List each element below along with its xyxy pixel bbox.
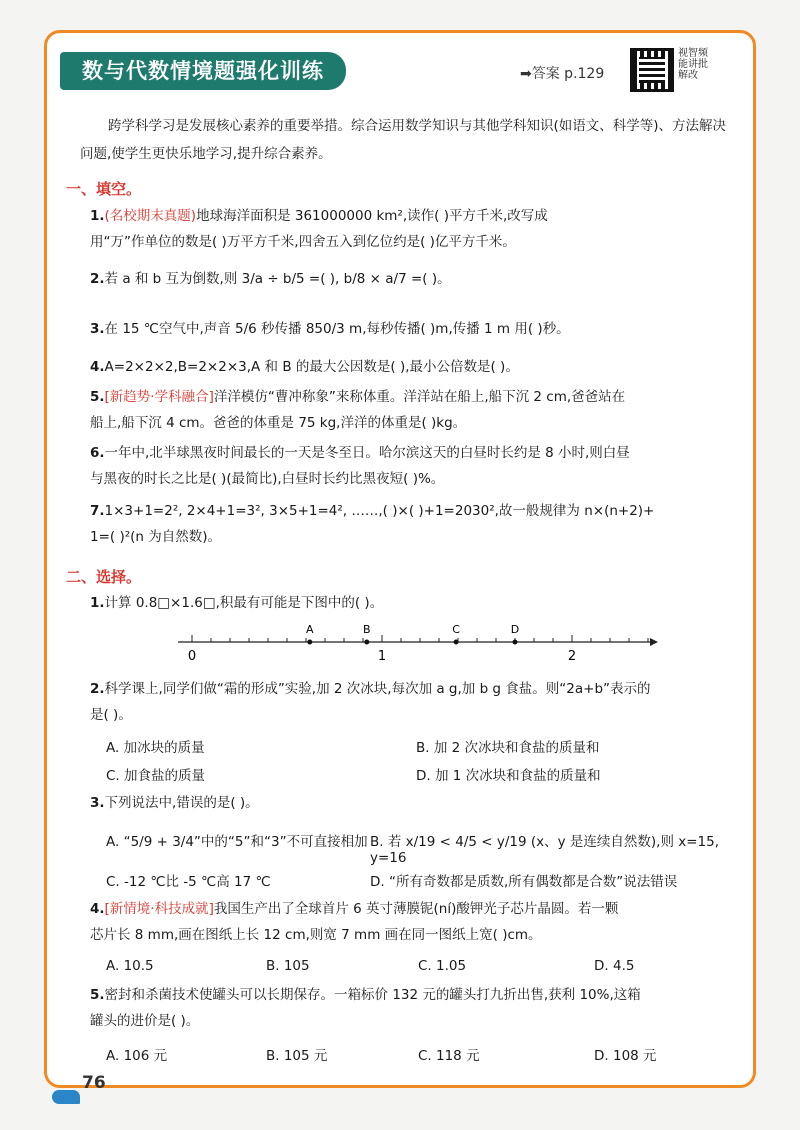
choice-4-option-b: B. 105 xyxy=(266,958,310,974)
question-2: 2.若 a 和 b 互为倒数,则 3/a ÷ b/5 =( ), b/8 × a/7 =( )。 xyxy=(90,271,451,287)
number-line-tick-label: 1 xyxy=(377,649,387,664)
choice-5: 5.密封和杀菌技术使罐头可以长期保存。一箱标价 132 元的罐头打九折出售,获利 10%,这箱 罐头的进价是( )。 xyxy=(90,987,641,1029)
choice-4-option-c: C. 1.05 xyxy=(418,958,467,974)
question-tag: [新趋势·学科融合] xyxy=(104,389,214,405)
question-6: 6.一年中,北半球黑夜时间最长的一天是冬至日。哈尔滨这天的白昼时长约是 8 小时,则白昼 与黑夜的时长之比是( )(最简比),白昼时长约比黑夜短( )%。 xyxy=(90,445,630,487)
choice-3: 3.下列说法中,错误的是( )。 xyxy=(90,795,259,811)
question-1: 1.(名校期末真题)地球海洋面积是 361000000 km²,读作( )平方千米,改写成 用“万”作单位的数是( )万平方千米,四舍五入到亿位约是( )亿平方千米。 xyxy=(90,208,548,250)
qr-code-icon xyxy=(630,48,674,92)
choice-5-option-b: B. 105 元 xyxy=(266,1048,328,1064)
qr-label: 视智频能讲批解改 xyxy=(678,48,708,81)
number-line-point xyxy=(513,640,518,645)
choice-5-option-a: A. 106 元 xyxy=(106,1048,168,1064)
number-line-tick-label: 2 xyxy=(567,649,577,664)
choice-2-option-d: D. 加 1 次冰块和食盐的质量和 xyxy=(416,768,601,784)
number-line-point xyxy=(307,640,312,645)
intro-paragraph: 跨学科学习是发展核心素养的重要举措。综合运用数学知识与其他学科知识(如语文、科学等)、方法解决问题,使学生更快乐地学习,提升综合素养。 xyxy=(80,118,727,162)
question-4: 4.A=2×2×2,B=2×2×3,A 和 B 的最大公因数是( ),最小公倍数是( )。 xyxy=(90,359,519,375)
choice-3-option-c: C. -12 ℃比 -5 ℃高 17 ℃ xyxy=(106,874,271,890)
choice-5-option-c: C. 118 元 xyxy=(418,1048,480,1064)
choice-4: 4.[新情境·科技成就]我国生产出了全球首片 6 英寸薄膜铌(ní)酸钾光子芯片晶圆。若一颗 芯片长 8 mm,画在图纸上长 12 cm,则宽 7 mm 画在同一图纸上宽( )cm。 xyxy=(90,901,619,943)
choice-2-option-b: B. 加 2 次冰块和食盐的质量和 xyxy=(416,740,600,756)
number-line-tick-label: 0 xyxy=(187,649,197,664)
number-line-point-label: A xyxy=(306,623,314,636)
choice-2-option-a: A. 加冰块的质量 xyxy=(106,740,205,756)
page-title: 数与代数情境题强化训练 xyxy=(60,52,346,90)
number-line xyxy=(178,618,658,668)
number-line-point xyxy=(364,640,369,645)
choice-2: 2.科学课上,同学们做“霜的形成”实验,加 2 次冰块,每次加 a g,加 b g 食盐。则“2a+b”表示的 是( )。 xyxy=(90,681,651,723)
choice-4-option-d: D. 4.5 xyxy=(594,958,635,974)
choice-2-option-c: C. 加食盐的质量 xyxy=(106,768,206,784)
choice-3-option-a: A. “5/9 + 3/4”中的“5”和“3”不可直接相加 xyxy=(106,834,368,850)
number-line-point-label: B xyxy=(363,623,371,636)
number-line-point-label: C xyxy=(452,623,460,636)
question-5: 5.[新趋势·学科融合]洋洋模仿“曹冲称象”来称体重。洋洋站在船上,船下沉 2 cm,爸爸站在 船上,船下沉 4 cm。爸爸的体重是 75 kg,洋洋的体重是( )kg。 xyxy=(90,389,626,431)
question-7: 7.1×3+1=2², 2×4+1=3², 3×5+1=4², ……,( )×( )+1=2030²,故一般规律为 n×(n+2)+ 1=( )²(n 为自然数)。 xyxy=(90,503,655,545)
answer-reference: ➡答案 p.129 xyxy=(520,66,605,82)
choice-3-option-d: D. “所有奇数都是质数,所有偶数都是合数”说法错误 xyxy=(370,874,678,890)
number-line-point-label: D xyxy=(510,623,520,636)
choice-3-option-b: B. 若 x/19 < 4/5 < y/19 (x、y 是连续自然数),则 x=15, y=16 xyxy=(370,834,720,866)
question-3: 3.在 15 ℃空气中,声音 5/6 秒传播 850/3 m,每秒传播( )m,传播 1 m 用( )秒。 xyxy=(90,321,570,337)
question-tag: [新情境·科技成就] xyxy=(104,901,214,917)
choice-4-option-a: A. 10.5 xyxy=(106,958,154,974)
page-number: 76 xyxy=(82,1073,106,1093)
question-tag: (名校期末真题) xyxy=(104,208,197,224)
choice-5-option-d: D. 108 元 xyxy=(594,1048,657,1064)
section-fill-blank-title: 一、填空。 xyxy=(66,180,142,198)
choice-1: 1.计算 0.8□×1.6□,积最有可能是下图中的( )。 xyxy=(90,595,384,611)
number-line-point xyxy=(454,640,459,645)
section-choice-title: 二、选择。 xyxy=(66,568,142,586)
dolphin-icon xyxy=(52,1090,80,1104)
